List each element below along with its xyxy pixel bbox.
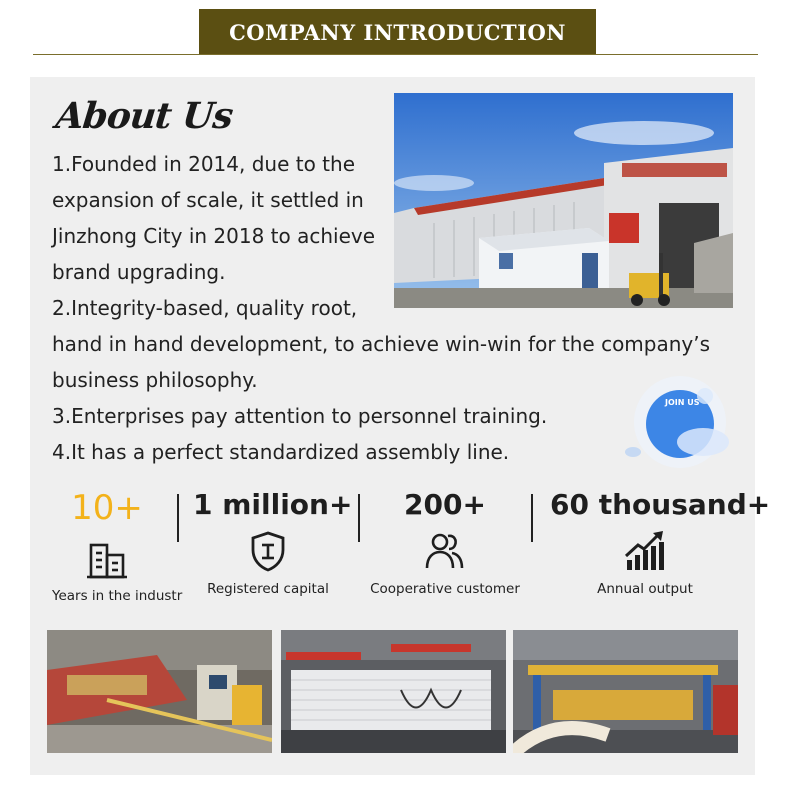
stat-customers xyxy=(370,488,520,597)
stat-capital-value: 1 million+ xyxy=(193,488,353,521)
stat-divider xyxy=(531,494,533,542)
shield-icon xyxy=(244,527,292,575)
stat-years-label: Years in the industr xyxy=(52,588,183,604)
stat-divider xyxy=(177,494,179,542)
stat-customers-label: Cooperative customer xyxy=(370,581,520,597)
paragraph-philosophy: business philosophy. xyxy=(52,368,258,392)
stat-capital-label: Registered capital xyxy=(207,581,329,597)
stat-divider xyxy=(358,494,360,542)
stat-customers-value: 200+ xyxy=(404,488,486,521)
join-us-badge[interactable] xyxy=(615,372,745,472)
paragraph-founded: 1.Founded in 2014, due to the expansion of scale, it settled in Jinzhong City in 2018 to achieve brand upgrading. xyxy=(52,152,376,284)
stat-output xyxy=(550,488,771,597)
join-us-label: JOIN US xyxy=(665,398,700,407)
paragraph-training: 3.Enterprises pay attention to personnel training. xyxy=(52,404,548,428)
people-icon xyxy=(421,527,469,575)
factory-photo xyxy=(394,93,733,308)
stat-years xyxy=(52,488,183,604)
header-divider xyxy=(33,54,758,55)
growth-chart-icon xyxy=(621,527,669,575)
section-header xyxy=(199,9,596,55)
paragraph-development: hand in hand development, to achieve win-win for the company’s xyxy=(52,332,711,356)
production-photo-1 xyxy=(47,630,272,753)
stat-years-value: 10+ xyxy=(71,488,143,528)
about-heading: About Us xyxy=(53,95,235,137)
building-icon xyxy=(83,534,131,582)
stats-row xyxy=(30,488,771,618)
production-photo-2 xyxy=(281,630,506,753)
stat-output-value: 60 thousand+ xyxy=(550,488,771,521)
paragraph-integrity: 2.Integrity-based, quality root, xyxy=(52,296,358,320)
section-title: COMPANY INTRODUCTION xyxy=(229,19,566,45)
production-photo-3 xyxy=(513,630,738,753)
stat-capital xyxy=(193,488,353,597)
paragraph-assembly: 4.It has a perfect standardized assembly line. xyxy=(52,440,510,464)
stat-output-label: Annual output xyxy=(597,581,693,597)
